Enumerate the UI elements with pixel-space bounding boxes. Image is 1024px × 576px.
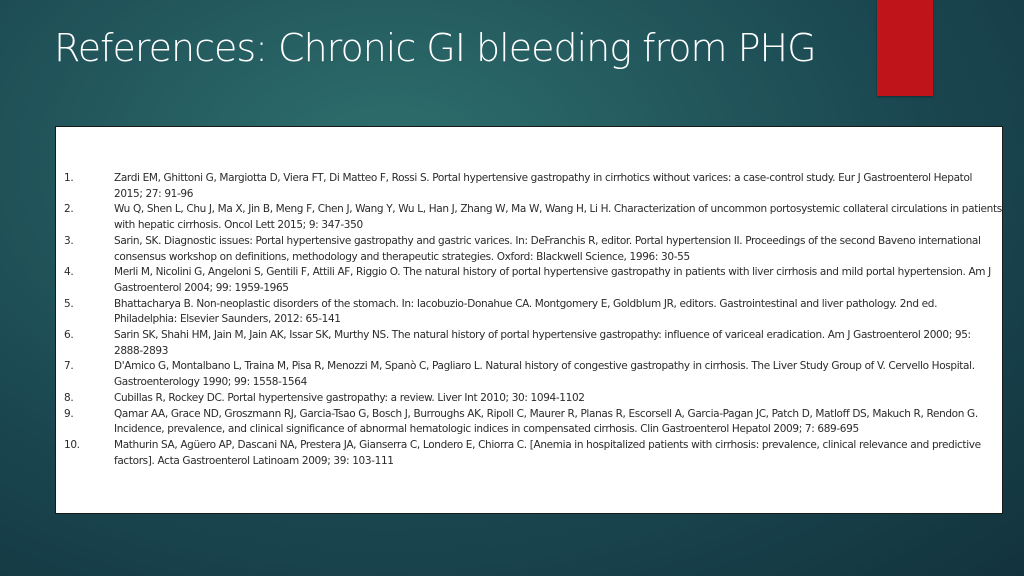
- reference-text: Bhattacharya B. Non-neoplastic disorders of the stomach. In: Iacobuzio-Donahue CA. Montgomery E, Goldblum JR, editors. Gastrointestinal and liver pathology. 2nd ed. Philadelphia: Elsevier Saunders, 2012: 65-141: [114, 297, 938, 326]
- reference-text: Zardi EM, Ghittoni G, Margiotta D, Viera FT, Di Matteo F, Rossi S. Portal hypertensive gastropathy in cirrhotics without varices: a case-control study. Eur J Gastroenterol Hepatol 2015; 27: 91-96: [114, 172, 973, 200]
- reference-text: Cubillas R, Rockey DC. Portal hypertensive gastropathy: a review. Liver Int 2010; 30: 1094-1102: [114, 391, 585, 404]
- reference-number: 7.: [64, 360, 74, 373]
- reference-text: D'Amico G, Montalbano L, Traina M, Pisa R, Menozzi M, Spanò C, Pagliaro L. Natural history of congestive gastropathy in cirrhosis. The Liver Study Group of V. Cervello Hospital. Gastroenterology 1990; 99: 1558-1564: [114, 360, 975, 389]
- reference-item: [64, 407, 1002, 438]
- reference-text: Sarin SK, Shahi HM, Jain M, Jain AK, Issar SK, Murthy NS. The natural history of portal hypertensive gastropathy: influence of variceal eradication. Am J Gastroenterol 2000; 95: 2888-2893: [114, 329, 971, 357]
- reference-item: [64, 391, 1002, 407]
- reference-item: [64, 171, 1002, 202]
- reference-number: 4.: [64, 266, 74, 279]
- accent-bar: [877, 0, 933, 96]
- reference-list: [64, 171, 1002, 469]
- reference-item: [64, 297, 1002, 328]
- reference-text: Merli M, Nicolini G, Angeloni S, Gentili F, Attili AF, Riggio O. The natural history of portal hypertensive gastropathy in patients with liver cirrhosis and mild portal hypertension. Am J Gastroenterol 2004; 99: 1959-1965: [114, 266, 991, 294]
- reference-text: Mathurin SA, Agüero AP, Dascani NA, Prestera JA, Gianserra C, Londero E, Chiorra C. [Anemia in hospitalized patients with cirrhosis: prevalence, clinical relevance and predictive factors]. Acta Gastroenterol Latinoam 2009; 39: 103-111: [114, 438, 981, 467]
- reference-number: 3.: [64, 234, 74, 247]
- reference-item: [64, 359, 1002, 390]
- reference-item: [64, 265, 1002, 296]
- reference-number: 10.: [64, 438, 80, 451]
- reference-text: Sarin, SK. Diagnostic issues: Portal hypertensive gastropathy and gastric varices. In: DeFranchis R, editor. Portal hypertension II. Proceedings of the second Baveno international consensus workshop on definitions, methodology and therapeutic strategies. Oxford: Blackwell Science, 1996: 30-55: [114, 234, 981, 263]
- reference-text: Wu Q, Shen L, Chu J, Ma X, Jin B, Meng F, Chen J, Wang Y, Wu L, Han J, Zhang W, Ma W, Wang H, Li H. Characterization of uncommon portosystemic collateral circulations in patients with hepatic cirrhosis. Oncol Lett 2015; 9: 347-350: [114, 203, 1002, 232]
- reference-item: [64, 438, 1002, 469]
- reference-number: 6.: [64, 329, 74, 342]
- references-box: [55, 126, 1003, 514]
- slide-title: References: Chronic GI bleeding from PHG: [54, 26, 816, 70]
- reference-number: 5.: [64, 297, 74, 310]
- reference-number: 9.: [64, 407, 74, 420]
- reference-item: [64, 234, 1002, 265]
- reference-number: 8.: [64, 391, 74, 404]
- reference-text: Qamar AA, Grace ND, Groszmann RJ, Garcia-Tsao G, Bosch J, Burroughs AK, Ripoll C, Maurer R, Planas R, Escorsell A, Garcia-Pagan JC, Patch D, Matloff DS, Makuch R, Rendon G. Incidence, prevalence, and clinical significance of abnormal hematologic indices in compensated cirrhosis. Clin Gastroenterol Hepatol 2009; 7: 689-695: [114, 407, 978, 436]
- reference-number: 1.: [64, 172, 74, 184]
- reference-item: [64, 328, 1002, 359]
- reference-number: 2.: [64, 203, 74, 216]
- reference-item: [64, 202, 1002, 233]
